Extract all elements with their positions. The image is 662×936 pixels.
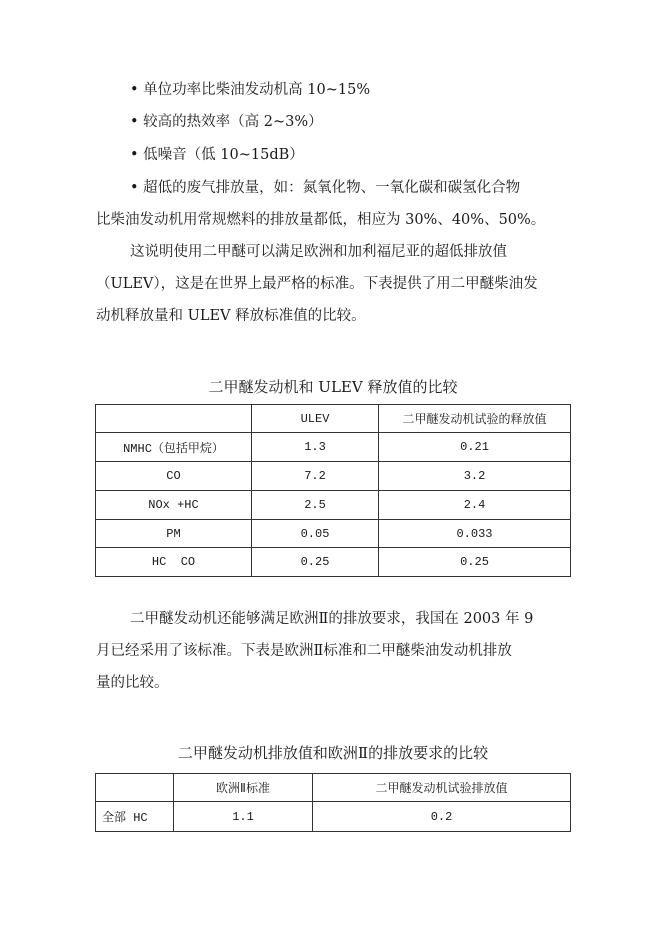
paragraph-ulev-line-1: 这说明使用二甲醚可以满足欧洲和加利福尼亚的超低排放值	[130, 244, 507, 260]
paragraph-ulev-line-2: （ULEV），这是在世界上最严格的标准。下表提供了用二甲醚柴油发	[96, 276, 538, 292]
paragraph-ulev-line-3: 动机释放量和 ULEV 释放标准值的比较。	[96, 308, 366, 324]
table-header-row	[96, 405, 571, 433]
euro2-comparison-table	[95, 773, 571, 832]
table-cell-pollutant: 全部 HC	[96, 802, 174, 832]
table-cell-ulev: 1.3	[252, 433, 379, 462]
table-header-cell: 二甲醚发动机试验排放值	[313, 774, 571, 802]
table-cell-pollutant: CO	[96, 462, 252, 491]
table-row	[96, 462, 571, 491]
paragraph-euro2-line-1: 二甲醚发动机还能够满足欧洲Ⅱ的排放要求，我国在 2003 年 9	[130, 611, 534, 627]
table-cell-dme: 2.4	[379, 491, 571, 520]
paragraph-euro2-line-3: 量的比较。	[96, 675, 169, 691]
table-cell-dme: 0.25	[379, 548, 571, 577]
table-cell-pollutant: HC CO	[96, 548, 252, 577]
table-cell-pollutant: NMHC（包括甲烷）	[96, 433, 252, 462]
bullet-power: • 单位功率比柴油发动机高 10~15%	[130, 82, 371, 98]
table-header-cell	[96, 405, 252, 433]
table-row	[96, 520, 571, 548]
table-cell-dme: 3.2	[379, 462, 571, 491]
table-header-cell: 二甲醚发动机试验的释放值	[379, 405, 571, 433]
table-cell-pollutant: NOx +HC	[96, 491, 252, 520]
table-header-row	[96, 774, 571, 802]
table-cell-euro2: 1.1	[174, 802, 313, 832]
table-cell-dme: 0.2	[313, 802, 571, 832]
table-row	[96, 433, 571, 462]
table-cell-dme: 0.21	[379, 433, 571, 462]
table-row	[96, 548, 571, 577]
table-cell-ulev: 0.05	[252, 520, 379, 548]
ulev-comparison-table	[95, 404, 571, 577]
table-cell-ulev: 0.25	[252, 548, 379, 577]
table-cell-pollutant: PM	[96, 520, 252, 548]
table-cell-ulev: 7.2	[252, 462, 379, 491]
bullet-low-emission: • 超低的废气排放量，如：氮氧化物、一氧化碳和碳氢化合物	[130, 180, 521, 196]
table-header-cell: ULEV	[252, 405, 379, 433]
table-cell-dme: 0.033	[379, 520, 571, 548]
table-cell-ulev: 2.5	[252, 491, 379, 520]
table2-caption: 二甲醚发动机排放值和欧洲Ⅱ的排放要求的比较	[177, 744, 489, 762]
table-row	[96, 802, 571, 832]
table-header-cell	[96, 774, 174, 802]
table-header-cell: 欧洲Ⅱ标准	[174, 774, 313, 802]
table1-caption: 二甲醚发动机和 ULEV 释放值的比较	[208, 378, 458, 396]
bullet-thermal-efficiency: • 较高的热效率（高 2~3%）	[130, 114, 323, 130]
bullet-low-noise: • 低噪音（低 10~15dB）	[130, 147, 304, 163]
table-row	[96, 491, 571, 520]
paragraph-euro2-line-2: 月已经采用了该标准。下表是欧洲Ⅱ标准和二甲醚柴油发动机排放	[96, 643, 512, 659]
bullet-low-emission-continued: 比柴油发动机用常规燃料的排放量都低，相应为 30%、40%、50%。	[96, 212, 546, 228]
